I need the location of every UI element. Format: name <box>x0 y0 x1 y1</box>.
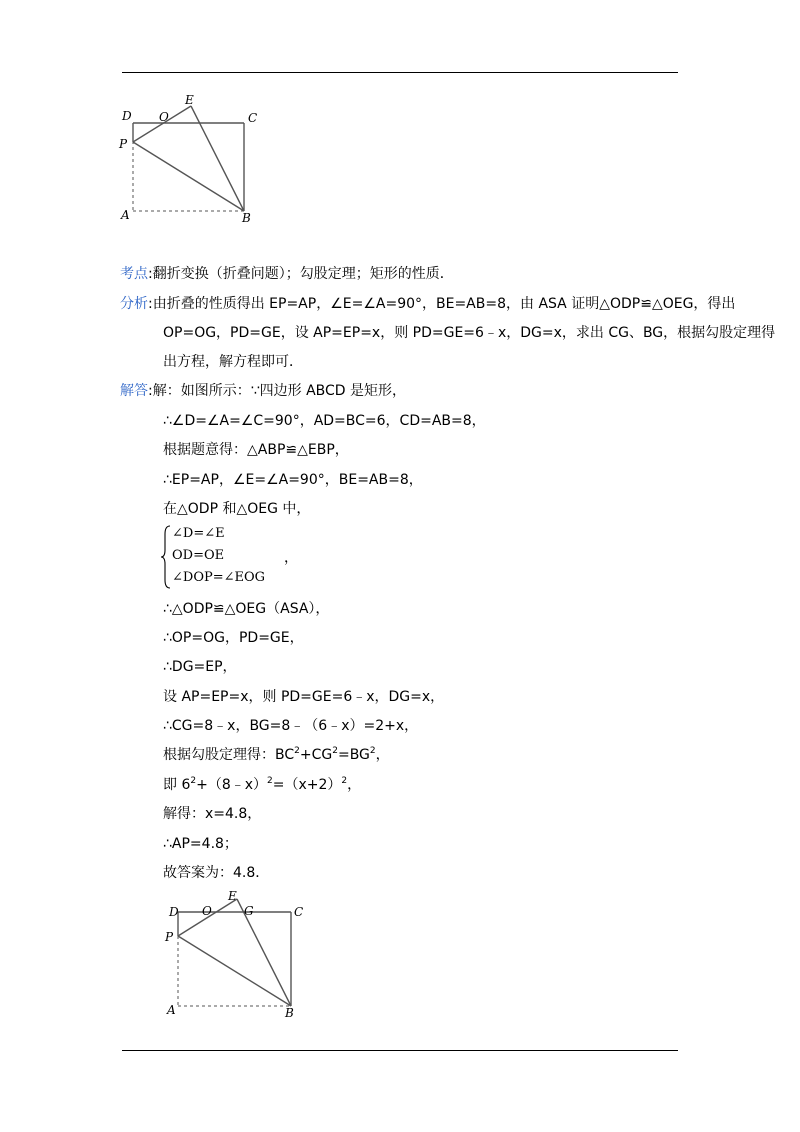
label-p: P <box>165 930 174 944</box>
jieda-line-result: ∴AP=4.8； <box>163 836 238 852</box>
equation-part-a: 即 6 <box>163 777 191 793</box>
system-eq-1: ∠D=∠E <box>172 526 225 541</box>
label-b: B <box>285 1006 294 1020</box>
jieda-line-7: ∴OP=OG，PD=GE， <box>163 630 304 646</box>
equation-sq-3: 2 <box>341 776 348 786</box>
pythag-sq-2: 2 <box>332 746 338 756</box>
equation-part-d: ， <box>347 777 362 793</box>
jieda-line-10: ∴CG=8﹣x，BG=8﹣（6﹣x）=2+x， <box>163 718 419 734</box>
jieda-line-4: ∴EP=AP，∠E=∠A=90°，BE=AB=8， <box>163 472 423 488</box>
fenxi-text-1: 由折叠的性质得出 EP=AP，∠E=∠A=90°，BE=AB=8，由 ASA 证明△ODP≌△OEG，得出 <box>152 296 736 312</box>
pythag-part-2: =BG <box>337 747 370 763</box>
label-a: A <box>121 208 130 222</box>
fenxi-line-2: OP=OG，PD=GE，设 AP=EP=x，则 PD=GE=6﹣x，DG=x，求出 CG、BG，根据勾股定理得 <box>163 325 776 341</box>
figure-1-diagram <box>115 92 275 228</box>
figure-2-diagram <box>160 886 310 1022</box>
kaodian-line: 考点:翻折变换（折叠问题）；勾股定理；矩形的性质． <box>120 266 454 282</box>
equation-part-c: =（x+2） <box>272 777 342 793</box>
jieda-line-3: 根据题意得：△ABP≌△EBP， <box>163 442 349 458</box>
jieda-line-equation <box>163 775 361 795</box>
jieda-line-5: 在△ODP 和△OEG 中， <box>163 501 311 517</box>
equation-system <box>160 524 300 590</box>
pythag-sq-3: 2 <box>369 746 376 756</box>
label-g: G <box>244 904 254 918</box>
jieda-line-2: ∴∠D=∠A=∠C=90°，AD=BC=6，CD=AB=8， <box>163 413 486 429</box>
kaodian-tag: 考点 <box>120 266 148 282</box>
pythag-sq-1: 2 <box>294 746 300 756</box>
left-brace <box>160 524 172 590</box>
system-comma: ， <box>284 550 298 566</box>
jieda-line-1: 解答:解：如图所示：∵四边形 ABCD 是矩形， <box>120 383 407 399</box>
label-o: O <box>202 904 212 918</box>
fenxi-tag: 分析 <box>120 296 148 312</box>
jieda-line-8: ∴DG=EP， <box>163 659 237 675</box>
label-p: P <box>119 137 128 151</box>
label-c: C <box>294 905 304 919</box>
jieda-line-9: 设 AP=EP=x，则 PD=GE=6﹣x，DG=x， <box>163 689 445 705</box>
fenxi-line-3: 出方程，解方程即可． <box>163 354 303 370</box>
pythag-lead: 根据勾股定理得：BC <box>163 747 295 763</box>
system-eq-3: ∠DOP=∠EOG <box>172 570 266 585</box>
jieda-line-6: ∴△ODP≌△OEG（ASA）， <box>163 601 330 617</box>
label-b: B <box>242 211 251 225</box>
pythag-part-1: +CG <box>299 747 333 763</box>
jieda-tag: 解答 <box>120 383 148 399</box>
jieda-line-solve: 解得：x=4.8， <box>163 806 262 822</box>
equation-sq-1: 2 <box>190 776 197 786</box>
label-d: D <box>122 109 132 123</box>
label-a: A <box>167 1003 176 1017</box>
top-rule <box>122 72 678 73</box>
label-e: E <box>228 889 237 903</box>
label-e: E <box>185 93 194 107</box>
equation-sq-2: 2 <box>267 776 273 786</box>
jieda-line-answer: 故答案为：4.8． <box>163 865 270 881</box>
figure-2 <box>160 886 310 1022</box>
figure-1 <box>115 92 275 228</box>
fenxi-line-1: 分析:由折叠的性质得出 EP=AP，∠E=∠A=90°，BE=AB=8，由 ASA 证明△ODP≌△OEG，得出 <box>120 296 736 312</box>
jieda-line-pythag <box>163 745 390 765</box>
kaodian-text: 翻折变换（折叠问题）；勾股定理；矩形的性质． <box>152 266 454 282</box>
equation-part-b: +（8﹣x） <box>196 777 268 793</box>
label-d: D <box>169 905 179 919</box>
label-o: O <box>159 110 169 124</box>
label-c: C <box>248 111 258 125</box>
bottom-rule <box>122 1050 678 1051</box>
jieda-first: 解：如图所示：∵四边形 ABCD 是矩形， <box>152 383 407 399</box>
system-eq-2: OD=OE <box>172 548 225 563</box>
pythag-tail: ， <box>375 747 390 763</box>
